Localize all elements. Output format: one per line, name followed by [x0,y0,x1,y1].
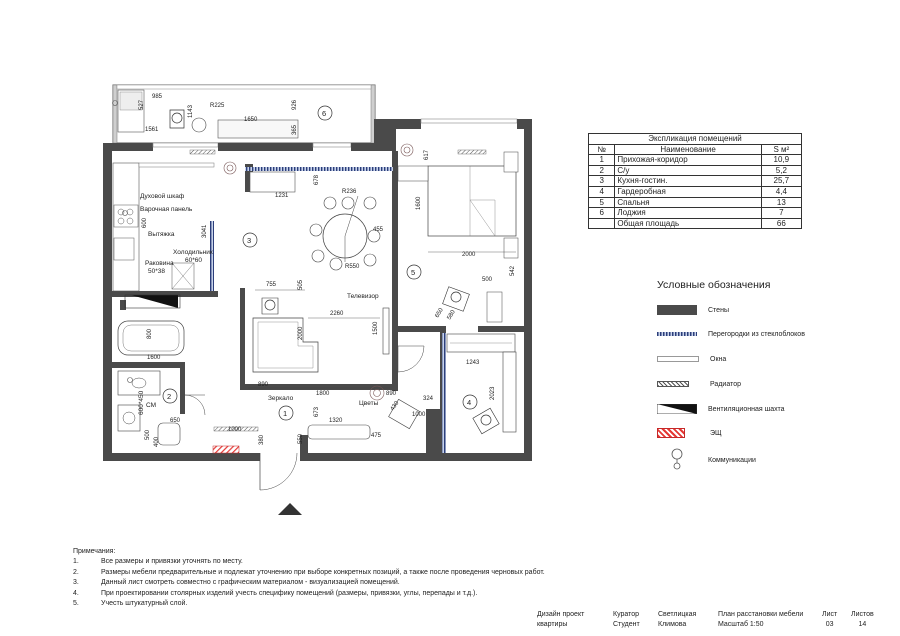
legend-item-panel: ЭЩ [657,426,722,440]
svg-text:R236: R236 [342,189,357,195]
col-number: № [589,144,615,155]
note-item: 5. Учесть штукатурный слой. [73,600,188,608]
svg-text:400: 400 [154,436,160,447]
svg-text:3: 3 [247,236,252,245]
radiator [458,150,486,154]
svg-text:2: 2 [167,392,172,401]
svg-text:1320: 1320 [329,418,343,424]
svg-text:1243: 1243 [466,360,480,366]
svg-text:985: 985 [152,94,163,100]
svg-text:673: 673 [314,406,320,417]
glass-partition [245,167,393,171]
svg-text:600*450: 600*450 [138,390,145,415]
kitchen [113,163,257,291]
legend-item-glass: Перегородки из стеклоблоков [657,327,805,341]
svg-text:580: 580 [446,309,457,321]
radiator [190,150,215,154]
notes-title: Примечания: [73,548,116,555]
svg-text:50*38: 50*38 [148,268,165,275]
svg-text:Холодильник: Холодильник [173,249,213,256]
wardrobe [447,334,516,434]
svg-text:1000: 1000 [228,427,242,433]
svg-text:380: 380 [259,434,265,445]
entrance-marker [278,503,302,515]
svg-text:Телевизор: Телевизор [347,293,379,300]
svg-text:600: 600 [142,217,148,228]
bathroom [118,321,205,447]
col-name: Наименование [615,144,761,155]
svg-text:650: 650 [434,307,445,319]
svg-text:926: 926 [292,99,298,110]
svg-text:3041: 3041 [202,224,208,238]
svg-text:617: 617 [424,149,430,160]
svg-text:Духовой шкаф: Духовой шкаф [140,193,185,200]
stamp-names: Светлицкая Климова [658,611,697,628]
ventilation-shaft-icon [657,404,697,414]
svg-text:Цветы: Цветы [359,400,379,407]
glass-block-swatch-icon [657,332,697,336]
glass-partition-kitchen [210,221,214,291]
radiator-swatch-icon [657,381,689,387]
legend-item-windows: Окна [657,352,726,366]
wardrobe-chair [473,408,499,434]
table-row: 4 Гардеробная 4,4 [589,186,802,197]
living-area [253,279,389,372]
svg-text:500: 500 [145,429,151,440]
glass-partition-wardrobe [442,333,446,453]
svg-text:1231: 1231 [275,193,289,199]
svg-text:R225: R225 [210,103,225,109]
svg-text:650: 650 [170,418,181,424]
stamp-project: Дизайн проект квартиры [537,611,585,628]
svg-text:5: 5 [411,268,416,277]
svg-text:Вытяжка: Вытяжка [148,231,175,238]
bedroom [398,149,518,322]
note-item: 2. Размеры мебели предварительные и подлежат уточнению при выборе конкретных позиций, а также после проведения черновых работ. [73,568,545,576]
table-row: 6 Лоджия 7 [589,208,802,219]
stamp-roles: Куратор Студент [613,611,640,628]
legend-item-communications: Коммуникации [657,448,756,472]
svg-text:1561: 1561 [145,127,159,133]
notes [73,547,545,609]
svg-text:505: 505 [298,279,304,290]
dining-area [250,172,384,270]
svg-text:475: 475 [371,433,382,439]
explication-table [588,133,802,229]
svg-text:890: 890 [386,391,397,397]
electrical-panel-icon [657,428,685,438]
svg-text:2260: 2260 [330,311,344,317]
legend-item-ventilation: Вентиляционная шахта [657,402,785,416]
svg-text:4: 4 [467,398,472,407]
svg-text:430: 430 [389,400,401,413]
col-area: S м² [761,144,801,155]
note-item: 1. Все размеры и привязки уточнять по месту. [73,558,243,566]
electrical-panel [213,446,239,453]
svg-text:1500: 1500 [373,321,379,335]
legend-item-walls: Стены [657,303,729,317]
svg-text:1: 1 [283,409,288,418]
svg-text:СМ: СМ [146,402,157,409]
svg-text:1650: 1650 [244,117,258,123]
svg-text:2000: 2000 [462,252,476,258]
svg-text:550: 550 [298,433,304,444]
desk-chair [443,287,470,311]
svg-text:455: 455 [373,227,384,233]
note-item: 3. Данный лист смотреть совместно с графическим материалом - визуализацией помещений. [73,579,400,587]
window-swatch-icon [657,356,699,362]
svg-text:1600: 1600 [147,355,161,361]
svg-text:1800: 1800 [316,391,330,397]
svg-text:6: 6 [322,109,327,118]
svg-text:Варочная панель: Варочная панель [140,206,193,213]
svg-text:890: 890 [258,382,269,388]
svg-text:2023: 2023 [490,386,496,400]
table-row: 1 Прихожая-коридор 10,9 [589,155,802,166]
communications-icon [657,448,697,472]
table-row: 2 С/у 5,2 [589,165,802,176]
legend-title: Условные обозначения [657,279,771,291]
explication-title: Экспликация помещений [589,134,802,145]
svg-text:324: 324 [423,396,434,402]
table-row: 5 Спальня 13 [589,197,802,208]
table-row: 3 Кухня-гостин. 25,7 [589,176,802,187]
svg-text:500: 500 [482,277,493,283]
svg-text:60*60: 60*60 [185,257,202,264]
svg-text:1000: 1000 [412,412,426,418]
wall-swatch-icon [657,305,697,315]
person-figure [262,298,278,314]
svg-text:Зеркало: Зеркало [268,395,294,402]
svg-text:527: 527 [139,99,145,110]
svg-text:R550: R550 [345,264,360,270]
svg-text:678: 678 [314,174,320,185]
svg-text:2000: 2000 [298,326,304,340]
note-item: 4. При проектировании столярных изделий учесть специфику помещений (размеры, привязки, углы, перепады и т.д.). [73,589,478,597]
svg-text:Раковина: Раковина [145,260,174,267]
svg-text:1143: 1143 [188,105,194,118]
svg-text:755: 755 [266,282,277,288]
loggia [113,85,375,143]
svg-text:1600: 1600 [416,196,422,210]
svg-text:800: 800 [147,328,153,339]
total-row: Общая площадь 66 [589,218,802,229]
svg-text:542: 542 [510,265,516,276]
stamp-sheets-total: Листов 14 [851,611,874,628]
stamp-sheet-title: План расстановки мебели Масштаб 1:50 [718,611,804,628]
legend-item-radiator: Радиатор [657,377,741,391]
stamp-sheet: Лист 03 [822,611,838,628]
svg-text:365: 365 [292,124,298,135]
